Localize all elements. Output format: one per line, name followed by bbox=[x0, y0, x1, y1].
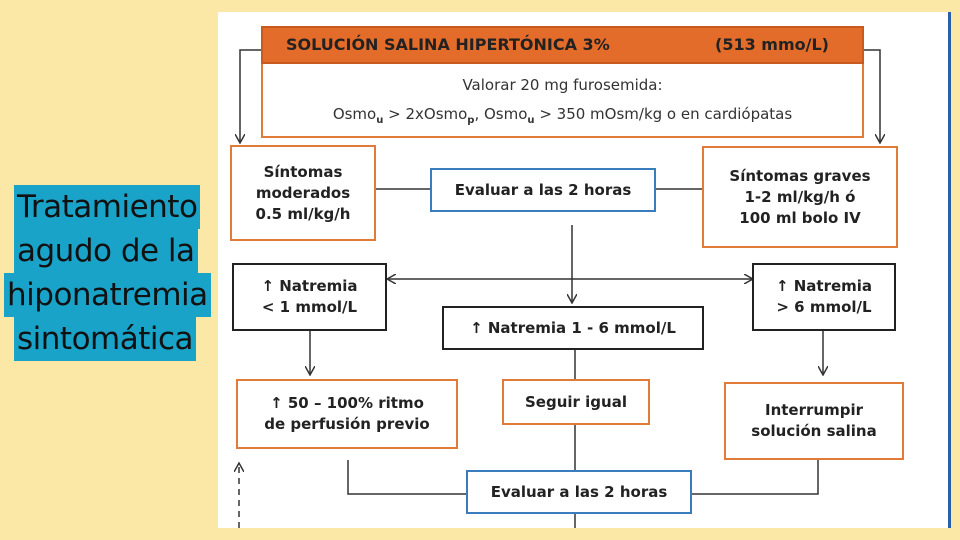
box-evaluar-2-label: Evaluar a las 2 horas bbox=[490, 482, 668, 501]
box-natremia-low-line-2: < 1 mmol/L bbox=[261, 298, 358, 316]
header-line-1: Valorar 20 mg furosemida: bbox=[462, 76, 663, 94]
box-natremia-mid bbox=[442, 306, 704, 350]
box-sintomas-moderados-line-3: 0.5 ml/kg/h bbox=[255, 204, 351, 223]
box-natremia-high-line-1: ↑ Natremia bbox=[775, 277, 873, 295]
header-title: SOLUCIÓN SALINA HIPERTÓNICA 3% bbox=[286, 35, 610, 54]
box-evaluar-1 bbox=[430, 168, 656, 212]
box-natremia-low-line-1: ↑ Natremia bbox=[261, 277, 358, 295]
title-line-3: hiponatremia bbox=[4, 273, 211, 317]
box-sintomas-graves bbox=[702, 146, 898, 248]
box-interrumpir-line-2: solución salina bbox=[751, 422, 877, 440]
connector-ritmo-evaluar2 bbox=[348, 460, 467, 494]
box-ritmo bbox=[236, 379, 458, 449]
header-concentration: (513 mmo/L) bbox=[715, 35, 829, 54]
box-natremia-mid-label: ↑ Natremia 1 - 6 mmol/L bbox=[470, 318, 676, 337]
connector-header-left bbox=[240, 50, 261, 142]
box-seguir-igual-label: Seguir igual bbox=[525, 392, 627, 411]
box-sintomas-moderados-line-1: Síntomas bbox=[263, 162, 343, 181]
box-sintomas-moderados bbox=[230, 145, 376, 241]
connector-header-right bbox=[864, 50, 880, 142]
box-sintomas-moderados-line-2: moderados bbox=[255, 183, 351, 202]
box-sintomas-graves-line-3: 100 ml bolo IV bbox=[739, 208, 861, 227]
title-line-2: agudo de la bbox=[14, 229, 198, 273]
box-seguir-igual bbox=[502, 379, 650, 425]
box-ritmo-line-1: ↑ 50 – 100% ritmo bbox=[270, 394, 424, 412]
box-sintomas-graves-line-2: 1-2 ml/kg/h ó bbox=[744, 187, 856, 206]
connector-interrumpir-evaluar2 bbox=[692, 460, 818, 494]
box-interrumpir-line-1: Interrumpir bbox=[765, 401, 863, 419]
title-line-1: Tratamiento bbox=[14, 185, 200, 229]
panel-right-edge bbox=[948, 12, 951, 528]
flowchart-panel bbox=[218, 12, 948, 528]
header-line-2: Osmo$_u$ > 2xOsmo$_p$, Osmo$_u$ > 350 mOsm/kg o en cardiópatas bbox=[332, 105, 793, 126]
box-natremia-high bbox=[752, 263, 896, 331]
box-interrumpir bbox=[724, 382, 904, 460]
box-sintomas-graves-line-1: Síntomas graves bbox=[729, 166, 871, 185]
box-natremia-low bbox=[232, 263, 387, 331]
box-evaluar-1-label: Evaluar a las 2 horas bbox=[454, 180, 632, 199]
box-natremia-high-line-2: > 6 mmol/L bbox=[776, 298, 872, 316]
title-line-4: sintomática bbox=[14, 317, 196, 361]
box-evaluar-2 bbox=[466, 470, 692, 514]
box-ritmo-line-2: de perfusión previo bbox=[264, 415, 430, 433]
